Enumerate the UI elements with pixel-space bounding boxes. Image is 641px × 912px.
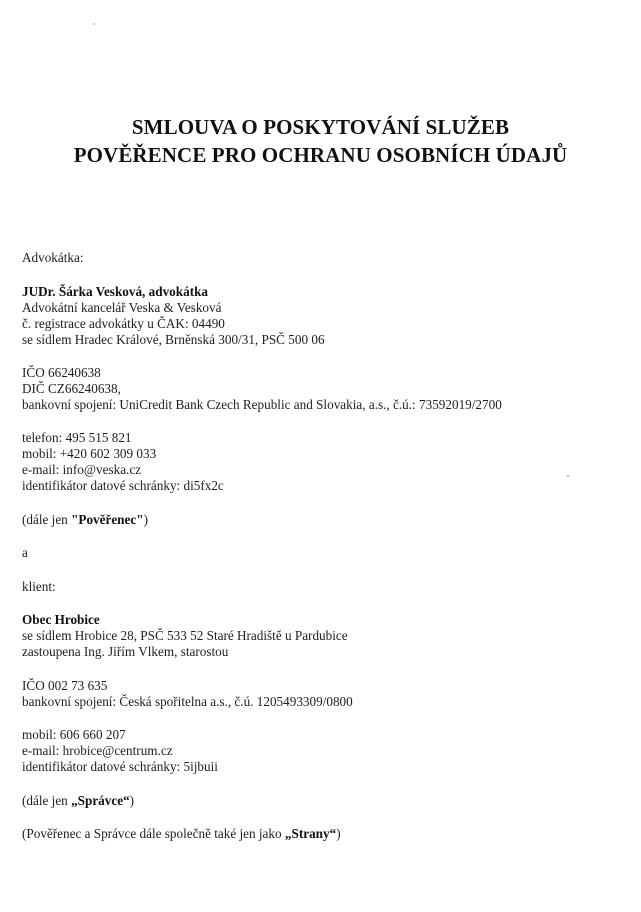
alias-prefix: (dále jen xyxy=(22,793,72,808)
advokatka-phone: telefon: 495 515 821 xyxy=(22,430,132,445)
klient-mobile: mobil: 606 660 207 xyxy=(22,727,126,742)
klient-address: se sídlem Hrobice 28, PSČ 533 52 Staré Hradiště u Pardubice xyxy=(22,628,348,643)
advokatka-dic: DIČ CZ66240638, xyxy=(22,381,121,396)
klient-email: e-mail: hrobice@centrum.cz xyxy=(22,743,173,758)
advokatka-registration: č. registrace advokátky u ČAK: 04490 xyxy=(22,316,225,331)
klient-heading: klient: xyxy=(22,579,56,594)
parties-name: „Strany“ xyxy=(284,826,337,841)
alias-suffix: ) xyxy=(143,512,148,527)
alias-suffix: ) xyxy=(129,793,135,808)
scan-speck xyxy=(567,475,569,477)
advokatka-databox: identifikátor datové schránky: di5fx2c xyxy=(22,478,224,493)
advokatka-ico: IČO 66240638 xyxy=(22,365,101,380)
document-title-line-1: SMLOUVA O POSKYTOVÁNÍ SLUŽEB xyxy=(131,115,510,139)
scan-speck xyxy=(93,23,95,25)
advokatka-name: JUDr. Šárka Vesková, advokátka xyxy=(22,284,209,299)
advokatka-address: se sídlem Hradec Králové, Brněnská 300/31, PSČ 500 06 xyxy=(22,332,325,347)
parties-prefix: (Pověřenec a Správce dále společně také jen jako xyxy=(22,826,285,841)
alias-name: "Pověřenec" xyxy=(71,512,144,527)
advokatka-heading: Advokátka: xyxy=(22,250,84,265)
advokatka-bank: bankovní spojení: UniCredit Bank Czech Republic and Slovakia, a.s., č.ú.: 73592019/2700 xyxy=(22,397,502,412)
klient-bank: bankovní spojení: Česká spořitelna a.s., č.ú. 1205493309/0800 xyxy=(22,694,353,709)
advokatka-office: Advokátní kancelář Veska & Vesková xyxy=(22,300,222,315)
klient-ico: IČO 002 73 635 xyxy=(22,678,108,693)
parties-suffix: ) xyxy=(336,826,341,841)
klient-name: Obec Hrobice xyxy=(22,612,100,627)
document-title-line-2: POVĚŘENCE PRO OCHRANU OSOBNÍCH ÚDAJŮ xyxy=(73,143,568,167)
klient-representative: zastoupena Ing. Jiřím Vlkem, starostou xyxy=(22,644,229,659)
advokatka-mobile: mobil: +420 602 309 033 xyxy=(22,446,157,461)
advokatka-email: e-mail: info@veska.cz xyxy=(22,462,142,477)
conjunction: a xyxy=(22,545,28,560)
klient-alias xyxy=(22,793,134,809)
advokatka-alias xyxy=(22,512,148,528)
alias-prefix: (dále jen xyxy=(22,512,72,527)
alias-name: „Správce“ xyxy=(71,793,130,808)
parties-alias xyxy=(22,826,341,842)
klient-databox: identifikátor datové schránky: 5ijbuii xyxy=(22,759,218,774)
